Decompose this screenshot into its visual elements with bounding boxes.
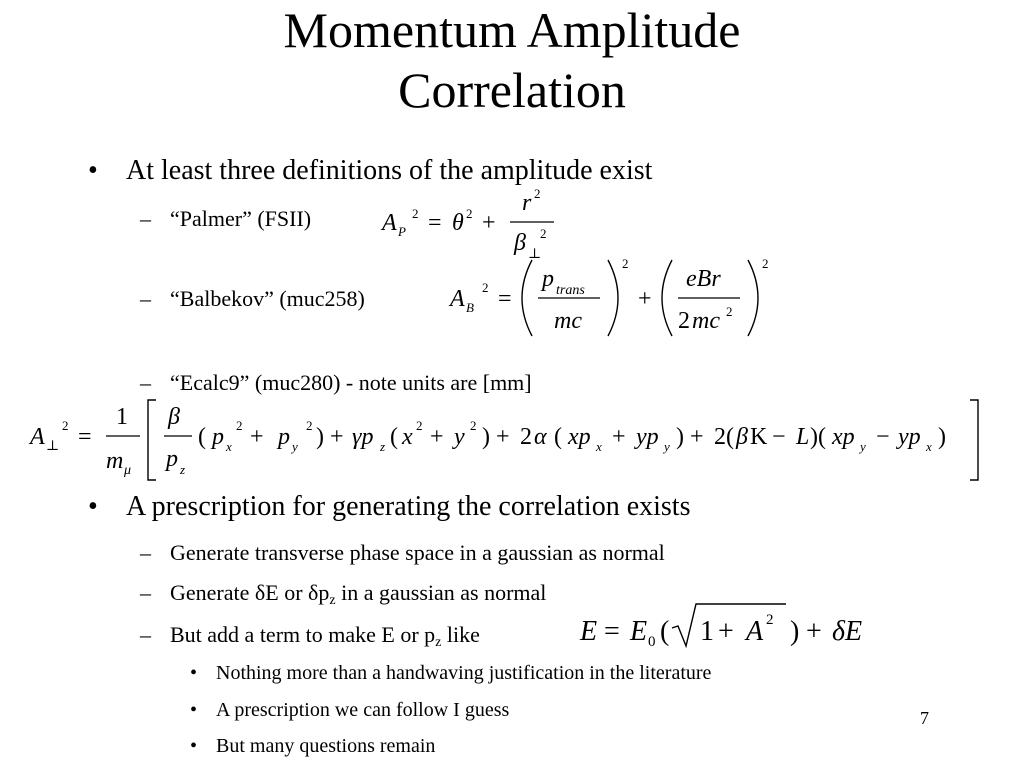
svg-text:2: 2 xyxy=(726,304,733,319)
svg-text:2: 2 xyxy=(236,418,243,433)
svg-text:1: 1 xyxy=(700,616,714,647)
svg-text:2: 2 xyxy=(62,418,69,433)
svg-text:−: − xyxy=(876,424,890,450)
svg-text:B: B xyxy=(466,300,474,315)
svg-text:+: + xyxy=(690,424,704,450)
svg-text:trans: trans xyxy=(556,283,585,298)
dash-mark: – xyxy=(140,622,151,647)
svg-text:+: + xyxy=(638,286,652,312)
svg-text:): ) xyxy=(316,424,324,450)
dash-mark: – xyxy=(140,370,151,395)
svg-text:γp: γp xyxy=(352,424,374,450)
svg-text:2: 2 xyxy=(416,418,423,433)
svg-text:2: 2 xyxy=(762,256,769,271)
svg-text:m: m xyxy=(106,448,124,474)
svg-text:): ) xyxy=(482,424,490,450)
svg-text:−: − xyxy=(772,424,786,450)
svg-text:r: r xyxy=(522,190,532,216)
dash-mark: – xyxy=(140,206,151,231)
svg-text:(: ( xyxy=(660,616,670,647)
slide-number: 7 xyxy=(920,708,929,728)
svg-text:=: = xyxy=(428,210,442,236)
svg-text:E: E xyxy=(630,616,648,647)
svg-text:p: p xyxy=(212,424,224,450)
svg-text:2: 2 xyxy=(766,612,774,628)
svg-text:)(: )( xyxy=(810,424,826,450)
bullet-mark: • xyxy=(88,155,98,186)
svg-text:⊥: ⊥ xyxy=(46,439,60,454)
svg-text:=: = xyxy=(78,424,92,450)
svg-text:p: p xyxy=(278,424,290,450)
svg-text:(: ( xyxy=(198,424,206,450)
svg-text:A: A xyxy=(382,210,397,236)
svg-text:+: + xyxy=(250,424,264,450)
svg-text:+: + xyxy=(430,424,444,450)
svg-text:y: y xyxy=(454,424,465,450)
svg-text:α: α xyxy=(534,424,547,450)
dash-mark: – xyxy=(140,540,151,565)
svg-text:θ: θ xyxy=(452,210,464,236)
svg-text:mc: mc xyxy=(692,308,720,334)
ecalc-equation xyxy=(30,396,990,486)
slide-title xyxy=(0,0,1024,120)
dash-mark: – xyxy=(140,286,151,311)
svg-text:2: 2 xyxy=(466,206,473,221)
svg-text:): ) xyxy=(790,616,800,647)
svg-text:μ: μ xyxy=(124,463,132,478)
svg-text:x: x xyxy=(226,439,232,454)
bullet-mark: • xyxy=(190,735,198,757)
title-line-1: Momentum Amplitude xyxy=(283,2,741,58)
svg-text:z: z xyxy=(380,439,386,454)
svg-text:1: 1 xyxy=(116,404,128,430)
svg-text:xp: xp xyxy=(568,424,591,450)
svg-text:A: A xyxy=(30,424,45,450)
svg-text:x: x xyxy=(596,439,602,454)
balbekov-equation xyxy=(450,252,780,347)
svg-text:x: x xyxy=(926,439,932,454)
svg-text:δE: δE xyxy=(832,616,863,647)
svg-text:2: 2 xyxy=(678,308,690,334)
svg-text:2: 2 xyxy=(412,206,419,221)
svg-text:mc: mc xyxy=(554,308,582,334)
svg-text:β: β xyxy=(168,404,180,430)
svg-text:2: 2 xyxy=(482,280,489,295)
title-line-2: Correlation xyxy=(398,62,626,118)
svg-text:x: x xyxy=(402,424,413,450)
svg-text:2: 2 xyxy=(306,418,313,433)
svg-text:p: p xyxy=(542,266,554,292)
svg-text:(: ( xyxy=(390,424,398,450)
svg-text:2: 2 xyxy=(540,226,547,241)
svg-text:yp: yp xyxy=(898,424,921,450)
bullet-mark: • xyxy=(88,491,98,522)
dash-mark: – xyxy=(140,580,151,605)
svg-text:2: 2 xyxy=(520,424,532,450)
bullet-mark: • xyxy=(190,662,198,684)
energy-equation xyxy=(580,600,880,652)
svg-text:β: β xyxy=(736,424,748,450)
svg-text:L: L xyxy=(796,424,810,450)
svg-text:2(: 2( xyxy=(714,424,734,450)
svg-text:A: A xyxy=(450,286,465,312)
svg-text:+: + xyxy=(718,616,734,647)
bullet-mark: • xyxy=(190,699,198,721)
svg-text:A: A xyxy=(746,616,764,647)
svg-text:+: + xyxy=(330,424,344,450)
svg-text:yp: yp xyxy=(636,424,659,450)
svg-text:p: p xyxy=(166,446,178,472)
svg-text:+: + xyxy=(612,424,626,450)
svg-text:=: = xyxy=(498,286,512,312)
svg-text:xp: xp xyxy=(832,424,855,450)
svg-text:z: z xyxy=(180,462,186,477)
svg-text:2: 2 xyxy=(470,418,477,433)
svg-text:+: + xyxy=(482,210,496,236)
svg-text:(: ( xyxy=(554,424,562,450)
svg-text:=: = xyxy=(604,616,620,647)
svg-text:y: y xyxy=(664,439,670,454)
svg-text:+: + xyxy=(806,616,822,647)
svg-text:0: 0 xyxy=(648,634,656,650)
svg-text:y: y xyxy=(860,439,866,454)
svg-text:K: K xyxy=(750,424,768,450)
svg-text:): ) xyxy=(938,424,946,450)
svg-text:E: E xyxy=(580,616,598,647)
svg-text:⊥: ⊥ xyxy=(528,247,542,262)
svg-text:+: + xyxy=(496,424,510,450)
svg-text:2: 2 xyxy=(534,186,541,201)
svg-text:2: 2 xyxy=(622,256,629,271)
svg-text:P: P xyxy=(398,224,406,239)
svg-text:eBr: eBr xyxy=(686,266,721,292)
svg-text:β: β xyxy=(514,230,526,256)
svg-text:): ) xyxy=(676,424,684,450)
svg-text:y: y xyxy=(292,439,298,454)
